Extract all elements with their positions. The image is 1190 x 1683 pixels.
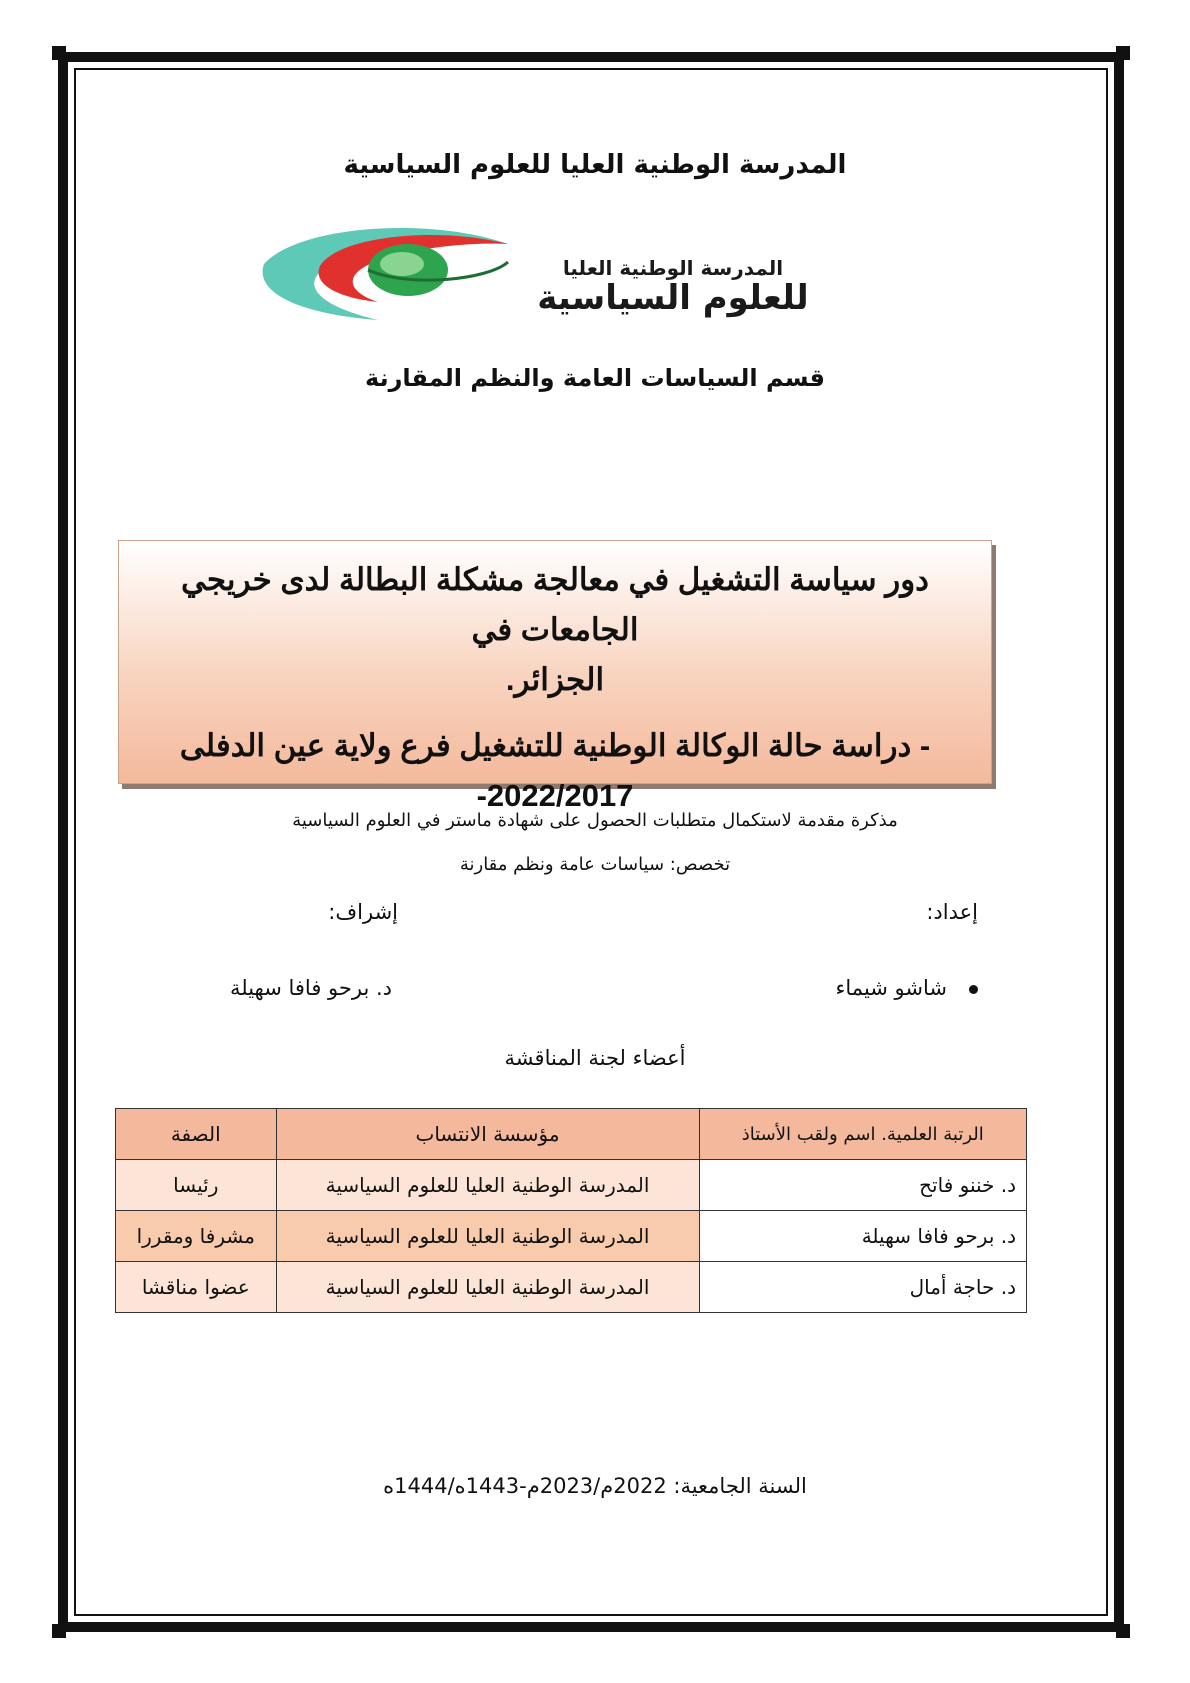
member-institution: المدرسة الوطنية العليا للعلوم السياسية	[276, 1160, 699, 1211]
column-header-institution: مؤسسة الانتساب	[276, 1109, 699, 1160]
department-name: قسم السياسات العامة والنظم المقارنة	[365, 364, 825, 392]
logo-text-line2: للعلوم السياسية	[537, 278, 809, 318]
supervisor-name: د. برحو فافا سهيلة	[229, 976, 392, 1000]
school-name: المدرسة الوطنية العليا للعلوم السياسية	[343, 150, 847, 180]
table-row	[116, 1211, 1027, 1262]
member-role: مشرفا ومقررا	[116, 1211, 277, 1262]
thesis-title-line2: الجزائر.	[505, 662, 605, 697]
committee-table	[115, 1108, 1027, 1313]
bullet-icon	[969, 985, 978, 994]
table-row	[116, 1262, 1027, 1313]
member-name: د. برحو فافا سهيلة	[699, 1211, 1026, 1262]
student-list-item	[836, 976, 978, 1000]
specialty: تخصص: سياسات عامة ونظم مقارنة	[459, 854, 731, 875]
school-logo	[258, 222, 898, 332]
frame-corner-bottom-right	[1116, 1624, 1130, 1638]
member-institution: المدرسة الوطنية العليا للعلوم السياسية	[276, 1262, 699, 1313]
member-role: عضوا مناقشا	[116, 1262, 277, 1313]
committee-heading: أعضاء لجنة المناقشة	[504, 1046, 686, 1070]
column-header-role: الصفة	[116, 1109, 277, 1160]
member-institution: المدرسة الوطنية العليا للعلوم السياسية	[276, 1211, 699, 1262]
table-row	[116, 1160, 1027, 1211]
logo-text-line1: المدرسة الوطنية العليا	[562, 256, 784, 280]
academic-year: السنة الجامعية: 2022م/2023م-1443ه/1444ه	[383, 1474, 807, 1498]
frame-corner-top-right	[1116, 46, 1130, 60]
student-name: شاشو شيماء	[835, 976, 947, 1000]
member-name: د. خننو فاتح	[699, 1160, 1026, 1211]
thesis-subtitle: - دراسة حالة الوكالة الوطنية للتشغيل فرع ولاية عين الدفلى	[179, 728, 931, 763]
frame-corner-top-left	[52, 46, 66, 60]
thesis-title-box	[118, 540, 992, 813]
frame-corner-bottom-left	[52, 1624, 66, 1638]
thesis-title-line1: دور سياسة التشغيل في معالجة مشكلة البطالة لدى خريجي الجامعات في	[181, 562, 929, 647]
table-header-row	[116, 1109, 1027, 1160]
prepared-by-label: إعداد:	[926, 900, 978, 924]
thesis-period: -2022/2017	[476, 778, 634, 813]
member-role: رئيسا	[116, 1160, 277, 1211]
supervision-label: إشراف:	[328, 900, 398, 924]
memo-purpose: مذكرة مقدمة لاستكمال متطلبات الحصول على شهادة ماستر في العلوم السياسية	[292, 810, 898, 831]
member-name: د. حاجة أمال	[699, 1262, 1026, 1313]
column-header-name: الرتبة العلمية. اسم ولقب الأستاذ	[699, 1109, 1026, 1160]
